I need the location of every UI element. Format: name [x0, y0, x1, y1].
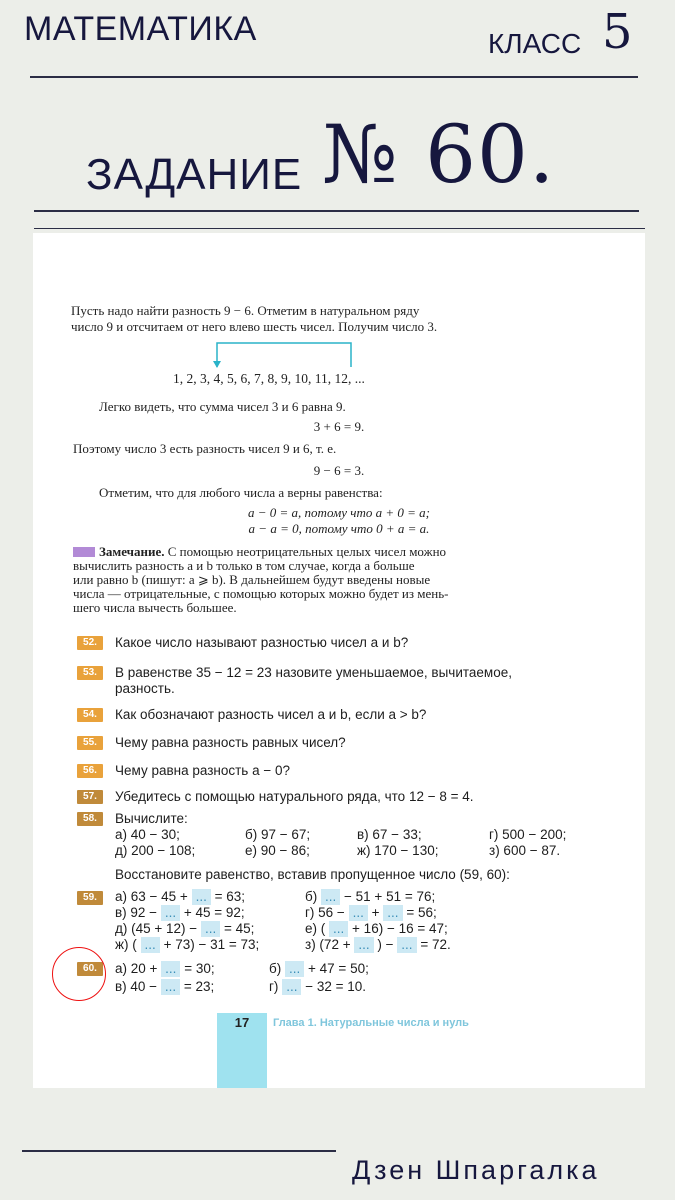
exercise-59-h: з) (72 + ... ) − ... = 72.: [305, 937, 451, 952]
note-line-3: или равно b (пишут: a ⩾ b). В дальнейшем будут введены новые: [73, 572, 431, 587]
rule-equation-1: a − 0 = a, потому что a + 0 = a;: [248, 505, 430, 520]
exercise-59-d: г) 56 − ... + ... = 56;: [305, 905, 437, 920]
exercise-59-a: а) 63 − 45 + ... = 63;: [115, 889, 246, 904]
number-line-bracket: [213, 341, 353, 369]
difference-text: Поэтому число 3 есть разность чисел 9 и 6, т. е.: [73, 441, 337, 456]
exercise-58-title: Вычислите:: [115, 811, 188, 826]
intro-line-1: Пусть надо найти разность 9 − 6. Отметим в натуральном ряду: [71, 303, 420, 318]
textbook-page: [33, 233, 645, 1088]
exercise-60-d: г) ... − 32 = 10.: [269, 979, 367, 994]
highlight-circle: [52, 947, 106, 1001]
subject-title: МАТЕМАТИКА: [24, 10, 257, 48]
natural-number-row: 1, 2, 3, 4, 5, 6, 7, 8, 9, 10, 11, 12, ...: [173, 371, 365, 386]
question-marker: 53.: [77, 666, 103, 680]
question-marker: 52.: [77, 636, 103, 650]
exercise-58-item: ж) 170 − 130;: [357, 843, 439, 858]
exercise-60-c: в) 40 − ... = 23;: [115, 979, 215, 994]
note-line-2: вычислить разность a и b только в том случае, когда a больше: [73, 558, 415, 573]
page-number: 17: [234, 1015, 250, 1030]
exercise-marker: 57.: [77, 790, 103, 804]
rule-equation-2: a − a = 0, потому что 0 + a = a.: [248, 521, 430, 536]
exercise-59-g: ж) ( ... + 73) − 31 = 73;: [115, 937, 260, 952]
restore-instruction: Восстановите равенство, вставив пропущенное число (59, 60):: [115, 867, 510, 882]
intro-line-2: число 9 и отсчитаем от него влево шесть чисел. Получим число 3.: [71, 319, 438, 334]
sum-text: Легко видеть, что сумма чисел 3 и 6 равна 9.: [99, 399, 346, 414]
bottom-divider: [22, 1150, 336, 1152]
grade-number: 5: [602, 4, 633, 60]
exercise-58-item: е) 90 − 86;: [245, 843, 310, 858]
sum-equation: 3 + 6 = 9.: [313, 419, 365, 434]
question-55: Чему равна разность равных чисел?: [115, 735, 346, 750]
exercise-58-item: в) 67 − 33;: [357, 827, 422, 842]
question-54: Как обозначают разность чисел a и b, если a > b?: [115, 707, 427, 722]
exercise-60-a: а) 20 + ... = 30;: [115, 961, 215, 976]
exercise-58-item: б) 97 − 67;: [245, 827, 311, 842]
exercise-59-e: д) (45 + 12) − ... = 45;: [115, 921, 255, 936]
rule-text: Отметим, что для любого числа a верны равенства:: [99, 485, 383, 500]
note-line-1: [99, 544, 446, 559]
exercise-marker: 59.: [77, 891, 103, 905]
top-divider: [30, 76, 638, 78]
question-53: В равенстве 35 − 12 = 23 назовите уменьшаемое, вычитаемое,: [115, 665, 512, 680]
page-top-line: [34, 228, 645, 229]
exercise-marker: 58.: [77, 812, 103, 826]
exercise-58-item: г) 500 − 200;: [489, 827, 567, 842]
note-text-1: С помощью неотрицательных целых чисел можно: [164, 544, 447, 559]
note-line-4: числа — отрицательные, с помощью которых можно будет из мень-: [73, 586, 449, 601]
brand-name: Дзен Шпаргалка: [352, 1155, 600, 1185]
exercise-58-item: д) 200 − 108;: [115, 843, 196, 858]
note-marker: [73, 547, 95, 557]
note-line-5: шего числа вычесть большее.: [73, 600, 237, 615]
exercise-58-item: а) 40 − 30;: [115, 827, 180, 842]
grade-label: КЛАСС: [488, 28, 582, 59]
title-divider: [34, 210, 639, 212]
question-marker: 55.: [77, 736, 103, 750]
exercise-59-b: б) ... − 51 + 51 = 76;: [305, 889, 436, 904]
question-52: Какое число называют разностью чисел a и b?: [115, 635, 409, 650]
exercise-marker: 60.: [77, 962, 103, 976]
exercise-57: Убедитесь с помощью натурального ряда, что 12 − 8 = 4.: [115, 789, 474, 804]
task-number: № 60.: [322, 108, 556, 201]
note-label: Замечание.: [99, 544, 165, 559]
question-53-cont: разность.: [115, 681, 175, 696]
question-marker: 54.: [77, 708, 103, 722]
question-56: Чему равна разность a − 0?: [115, 763, 290, 778]
exercise-58-item: з) 600 − 87.: [489, 843, 561, 858]
exercise-60-b: б) ... + 47 = 50;: [269, 961, 369, 976]
chapter-footer: Глава 1. Натуральные числа и нуль: [273, 1017, 469, 1029]
question-marker: 56.: [77, 764, 103, 778]
task-word: ЗАДАНИЕ: [86, 150, 303, 199]
difference-equation: 9 − 6 = 3.: [313, 463, 365, 478]
exercise-59-c: в) 92 − ... + 45 = 92;: [115, 905, 245, 920]
exercise-59-f: е) ( ... + 16) − 16 = 47;: [305, 921, 448, 936]
